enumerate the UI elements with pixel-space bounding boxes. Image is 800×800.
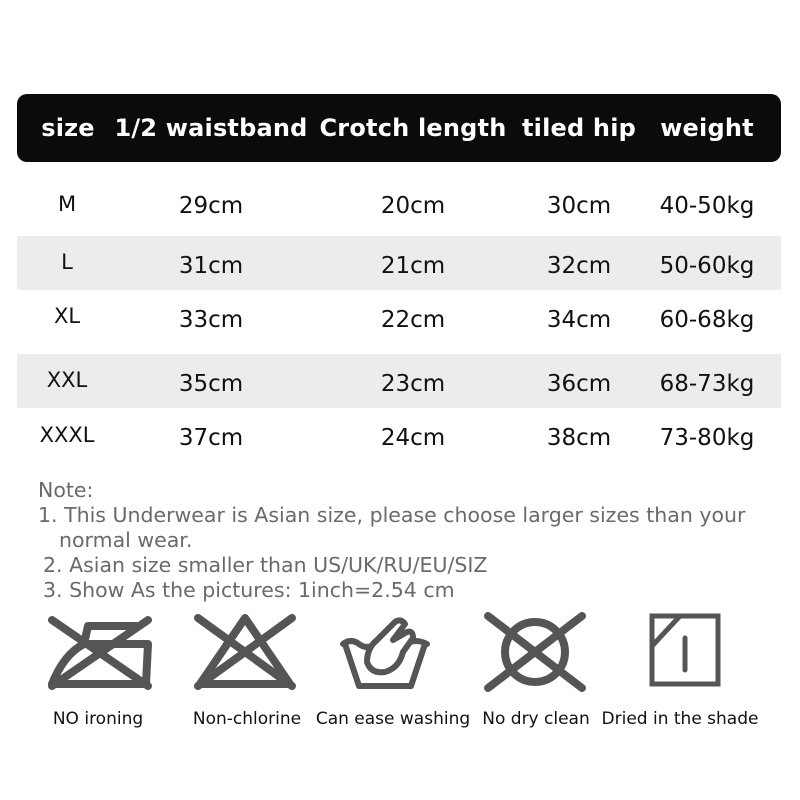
cell-crotch-length: 22cm [380,307,446,333]
notes-title: Note: [38,478,94,502]
notes-block [38,478,745,603]
cell-waistband: 33cm [178,307,244,333]
cell-crotch-length: 21cm [380,253,446,279]
cell-size: XXL [46,368,88,392]
cell-weight: 40-50kg [659,193,755,219]
cell-crotch-length: 24cm [380,425,446,451]
table-row [17,178,781,232]
cell-waistband: 37cm [178,425,244,451]
dry-in-shade-icon [648,612,722,688]
header-weight: weight [660,114,754,142]
table-row [17,354,781,408]
no-dry-clean-icon [480,612,590,692]
cell-weight: 73-80kg [659,425,755,451]
cell-weight: 68-73kg [659,371,755,397]
table-row [17,409,781,463]
note-line-1: 1. This Underwear is Asian size, please choose larger sizes than your [38,503,746,527]
caption-no-ironing: NO ironing [52,709,144,729]
no-ironing-icon [44,612,156,690]
no-chlorine-icon [190,612,300,690]
hand-wash-icon [337,612,433,692]
table-header [17,94,781,162]
cell-waistband: 29cm [178,193,244,219]
note-line-2: 2. Asian size smaller than US/UK/RU/EU/SIZ [43,553,488,577]
cell-size: XXXL [39,423,95,447]
cell-weight: 50-60kg [659,253,755,279]
cell-tiled-hip: 38cm [546,425,612,451]
cell-waistband: 31cm [178,253,244,279]
note-line-1-continued: normal wear. [59,528,193,552]
cell-size: XL [53,304,81,328]
cell-tiled-hip: 32cm [546,253,612,279]
cell-crotch-length: 20cm [380,193,446,219]
note-line-3: 3. Show As the pictures: 1inch=2.54 cm [43,578,455,602]
caption-ease-washing: Can ease washing [315,709,471,729]
header-size: size [41,114,95,142]
caption-no-dry-clean: No dry clean [482,709,590,729]
table-row [17,290,781,344]
cell-size: L [61,250,73,274]
cell-crotch-length: 23cm [380,371,446,397]
cell-tiled-hip: 34cm [546,307,612,333]
caption-non-chlorine: Non-chlorine [192,709,302,729]
header-crotch-length: Crotch length [319,114,507,142]
caption-dried-shade: Dried in the shade [601,709,759,729]
cell-size: M [57,192,77,216]
table-row [17,236,781,290]
header-tiled-hip: tiled hip [521,114,637,142]
cell-weight: 60-68kg [659,307,755,333]
header-waistband: 1/2 waistband [114,114,308,142]
cell-tiled-hip: 36cm [546,371,612,397]
cell-waistband: 35cm [178,371,244,397]
cell-tiled-hip: 30cm [546,193,612,219]
